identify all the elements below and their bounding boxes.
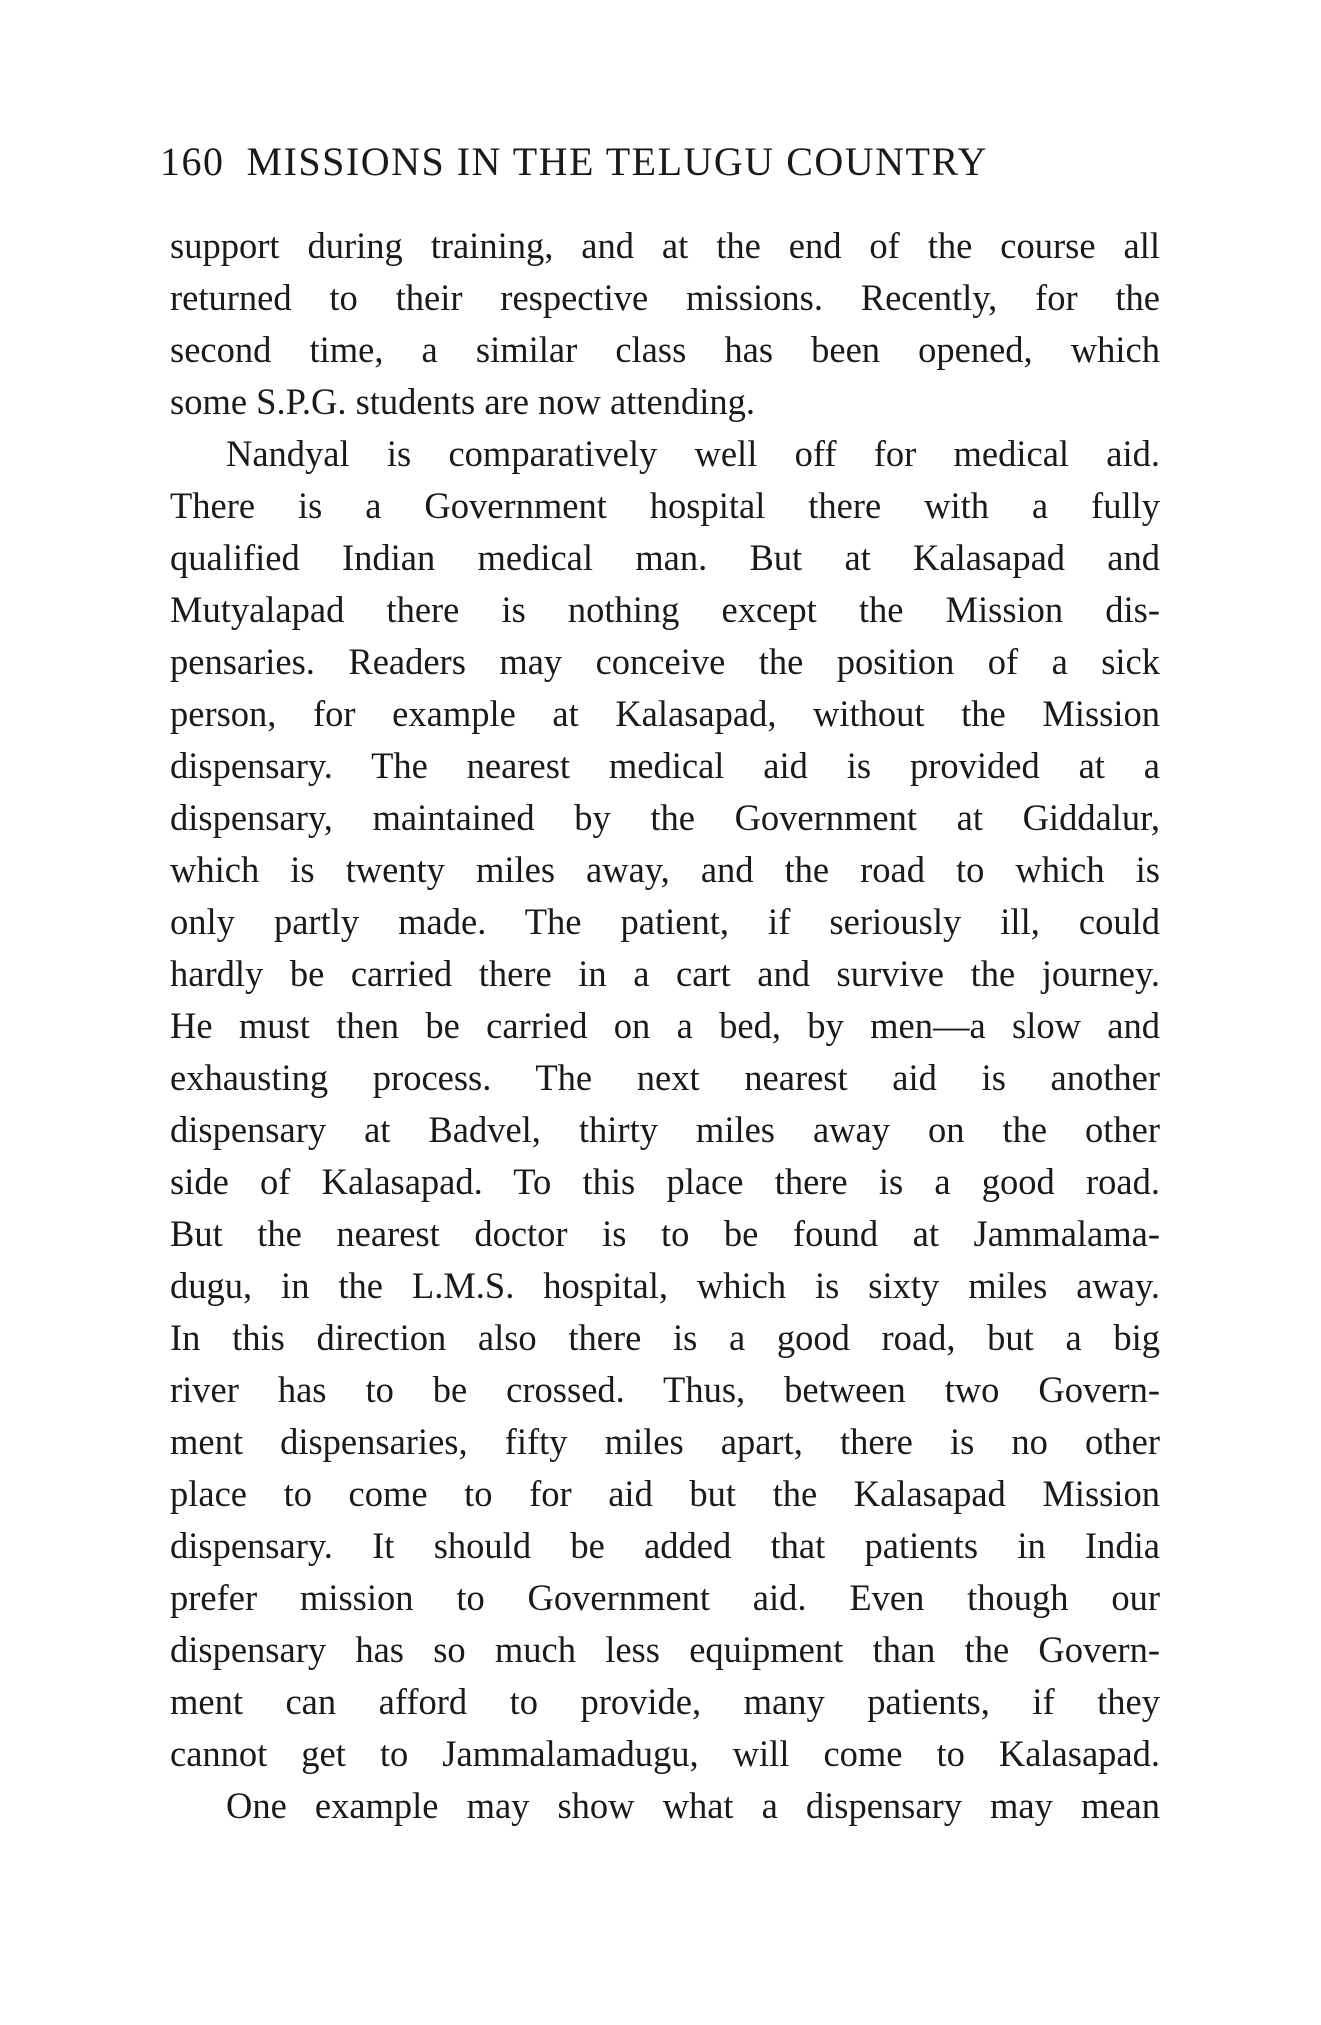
text-line: dispensary has so much less equipment than the Govern- — [170, 1629, 1160, 1670]
text-line: person, for example at Kalasapad, without the Mission — [170, 693, 1160, 734]
text-line: But the nearest doctor is to be found at Jammalama- — [170, 1213, 1160, 1254]
text-line: only partly made. The patient, if seriously ill, could — [170, 901, 1160, 942]
text-line: dispensary, maintained by the Government at Giddalur, — [170, 797, 1160, 838]
running-title: MISSIONS IN THE TELUGU COUNTRY — [246, 139, 988, 184]
text-line: dugu, in the L.M.S. hospital, which is sixty miles away. — [170, 1265, 1160, 1306]
text-line: support during training, and at the end of the course all — [170, 225, 1160, 266]
text-line: cannot get to Jammalamadugu, will come to Kalasapad. — [170, 1733, 1160, 1774]
text-line: prefer mission to Government aid. Even though our — [170, 1577, 1160, 1618]
text-line: exhausting process. The next nearest aid is another — [170, 1057, 1160, 1098]
text-line: qualified Indian medical man. But at Kalasapad and — [170, 537, 1160, 578]
text-line: ment can afford to provide, many patients, if they — [170, 1681, 1160, 1722]
body-text — [170, 220, 1160, 1832]
text-line: In this direction also there is a good road, but a big — [170, 1317, 1160, 1358]
text-line: dispensary. It should be added that patients in India — [170, 1525, 1160, 1566]
text-line: which is twenty miles away, and the road to which is — [170, 849, 1160, 890]
paragraph-start-line: Nandyal is comparatively well off for medical aid. — [226, 433, 1160, 474]
text-line: some S.P.G. students are now attending. — [170, 381, 755, 422]
text-line: side of Kalasapad. To this place there is a good road. — [170, 1161, 1160, 1202]
text-line: Mutyalapad there is nothing except the Mission dis- — [170, 589, 1160, 630]
text-line: There is a Government hospital there with a fully — [170, 485, 1160, 526]
text-line: dispensary. The nearest medical aid is provided at a — [170, 745, 1160, 786]
running-head — [160, 138, 1160, 186]
text-line: river has to be crossed. Thus, between two Govern- — [170, 1369, 1160, 1410]
page-number: 160 — [160, 139, 225, 184]
text-line: hardly be carried there in a cart and survive the journey. — [170, 953, 1160, 994]
text-line: returned to their respective missions. Recently, for the — [170, 277, 1160, 318]
text-line: place to come to for aid but the Kalasapad Mission — [170, 1473, 1160, 1514]
text-line: dispensary at Badvel, thirty miles away on the other — [170, 1109, 1160, 1150]
paragraph-start-line: One example may show what a dispensary may mean — [226, 1785, 1160, 1826]
text-line: pensaries. Readers may conceive the position of a sick — [170, 641, 1160, 682]
text-line: He must then be carried on a bed, by men—a slow and — [170, 1005, 1160, 1046]
text-line: ment dispensaries, fifty miles apart, there is no other — [170, 1421, 1160, 1462]
text-line: second time, a similar class has been opened, which — [170, 329, 1160, 370]
